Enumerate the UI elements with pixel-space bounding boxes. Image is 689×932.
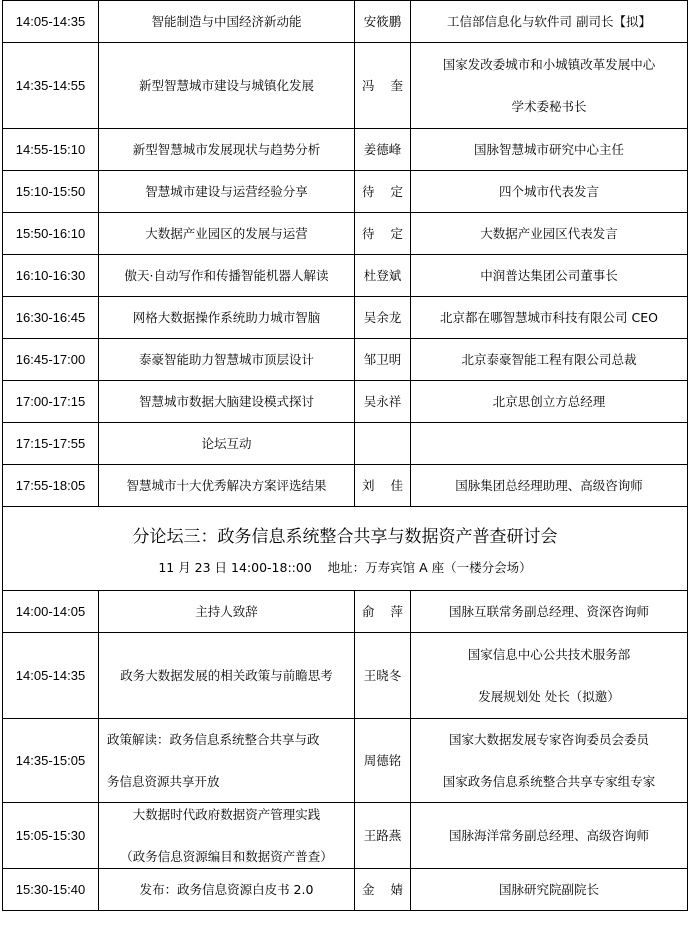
- speaker-cell: 金 婧: [355, 869, 411, 911]
- title-cell: [411, 381, 688, 423]
- time-cell: 14:35-15:05: [3, 719, 99, 803]
- speaker-cell: 姜德峰: [355, 129, 411, 171]
- speaker-cell: 刘 佳: [355, 465, 411, 507]
- time-cell: 17:15-17:55: [3, 423, 99, 465]
- cell-line: 新型智慧城市建设与城镇化发展: [138, 77, 314, 93]
- cell-line: 国家发改委城市和小城镇改革发展中心: [442, 56, 656, 72]
- table-row: [3, 255, 688, 297]
- topic-cell: [99, 803, 355, 869]
- cell-line: 主持人致辞: [195, 603, 258, 619]
- time-cell: 14:05-14:35: [3, 1, 99, 43]
- speaker-cell: 冯 奎: [355, 43, 411, 129]
- time-cell: 17:00-17:15: [3, 381, 99, 423]
- table-row: [3, 381, 688, 423]
- table-row: [3, 43, 688, 129]
- topic-cell: [99, 633, 355, 719]
- cell-line: 国家大数据发展专家咨询委员会委员: [448, 731, 649, 747]
- speaker-cell: 王晓冬: [355, 633, 411, 719]
- cell-line: 论坛互动: [201, 435, 252, 451]
- title-cell: [411, 43, 688, 129]
- title-cell: [411, 465, 688, 507]
- topic-cell: [99, 213, 355, 255]
- time-cell: 16:10-16:30: [3, 255, 99, 297]
- title-cell: [411, 339, 688, 381]
- cell-line: 大数据产业园区的发展与运营: [145, 225, 308, 241]
- forum-header-cell: [3, 507, 688, 591]
- speaker-cell: 邹卫明: [355, 339, 411, 381]
- cell-line: 务信息资源共享开放: [107, 773, 220, 789]
- speaker-cell: 俞 萍: [355, 591, 411, 633]
- forum-header-row: [3, 507, 688, 591]
- cell-line: 政务大数据发展的相关政策与前瞻思考: [120, 667, 333, 683]
- agenda-table: [2, 0, 688, 911]
- cell-line: 发布：政务信息资源白皮书 2.0: [139, 881, 314, 897]
- topic-cell: [99, 1, 355, 43]
- time-cell: 15:10-15:50: [3, 171, 99, 213]
- cell-line: 北京都在哪智慧城市科技有限公司 CEO: [440, 309, 658, 325]
- time-cell: 16:30-16:45: [3, 297, 99, 339]
- topic-cell: [99, 43, 355, 129]
- cell-line: 四个城市代表发言: [498, 183, 599, 199]
- forum-title: 分论坛三：政务信息系统整合共享与数据资产普查研讨会: [132, 526, 558, 547]
- time-cell: 16:45-17:00: [3, 339, 99, 381]
- topic-cell: [99, 129, 355, 171]
- time-cell: 15:50-16:10: [3, 213, 99, 255]
- title-cell: [411, 255, 688, 297]
- title-cell: [411, 129, 688, 171]
- speaker-cell: 待 定: [355, 213, 411, 255]
- cell-line: 国脉研究院副院长: [498, 881, 599, 897]
- topic-cell: [99, 339, 355, 381]
- time-cell: 14:35-14:55: [3, 43, 99, 129]
- cell-line: 国脉集团总经理助理、高级咨询师: [455, 477, 643, 493]
- title-cell: [411, 171, 688, 213]
- table-row: [3, 171, 688, 213]
- speaker-cell: 吴余龙: [355, 297, 411, 339]
- speaker-cell: 待 定: [355, 171, 411, 213]
- cell-line: 政策解读：政务信息系统整合共享与政: [107, 731, 320, 747]
- cell-line: 智慧城市数据大脑建设模式探讨: [138, 393, 314, 409]
- cell-line: 国家信息中心公共技术服务部: [467, 646, 631, 662]
- title-cell: [411, 423, 688, 465]
- title-cell: [411, 869, 688, 911]
- table-row: [3, 297, 688, 339]
- speaker-cell: 安筱鹏: [355, 1, 411, 43]
- title-cell: [411, 719, 688, 803]
- topic-cell: [99, 465, 355, 507]
- time-cell: 14:05-14:35: [3, 633, 99, 719]
- cell-line: 学术委秘书长: [511, 98, 587, 114]
- topic-cell: [99, 719, 355, 803]
- topic-cell: [99, 171, 355, 213]
- table-row: [3, 591, 688, 633]
- time-cell: 15:30-15:40: [3, 869, 99, 911]
- speaker-cell: 吴永祥: [355, 381, 411, 423]
- speaker-cell: 王路燕: [355, 803, 411, 869]
- speaker-cell: 杜登斌: [355, 255, 411, 297]
- table-row: [3, 719, 688, 803]
- topic-cell: [99, 255, 355, 297]
- title-cell: [411, 633, 688, 719]
- cell-line: 国脉互联常务副总经理、资深咨询师: [448, 603, 649, 619]
- time-cell: 14:55-15:10: [3, 129, 99, 171]
- topic-cell: [99, 381, 355, 423]
- cell-line: 智慧城市建设与运营经验分享: [145, 183, 308, 199]
- title-cell: [411, 803, 688, 869]
- cell-line: 国家政务信息系统整合共享专家组专家: [442, 773, 656, 789]
- cell-line: 北京思创立方总经理: [492, 393, 606, 409]
- table-row: [3, 633, 688, 719]
- title-cell: [411, 213, 688, 255]
- cell-line: 发展规划处 处长（拟邀）: [478, 688, 620, 704]
- cell-line: 大数据产业园区代表发言: [480, 225, 618, 241]
- cell-line: 泰豪智能助力智慧城市顶层设计: [138, 351, 314, 367]
- speaker-cell: 周德铭: [355, 719, 411, 803]
- table-row: [3, 803, 688, 869]
- topic-cell: [99, 423, 355, 465]
- table-row: [3, 869, 688, 911]
- table-row: [3, 1, 688, 43]
- table-row: [3, 423, 688, 465]
- cell-line: 北京泰豪智能工程有限公司总裁: [461, 351, 637, 367]
- cell-line: 智慧城市十大优秀解决方案评选结果: [126, 477, 327, 493]
- cell-line: 工信部信息化与软件司 副司长【拟】: [447, 13, 651, 29]
- cell-line: 国脉海洋常务副总经理、高级咨询师: [448, 827, 649, 843]
- time-cell: 14:00-14:05: [3, 591, 99, 633]
- topic-cell: [99, 591, 355, 633]
- cell-line: （政务信息资源编目和数据资产普查）: [120, 848, 333, 864]
- title-cell: [411, 297, 688, 339]
- cell-line: 国脉智慧城市研究中心主任: [473, 141, 624, 157]
- table-row: [3, 339, 688, 381]
- cell-line: 新型智慧城市发展现状与趋势分析: [132, 141, 321, 157]
- cell-line: 傲天·自动写作和传播智能机器人解读: [124, 267, 329, 283]
- title-cell: [411, 591, 688, 633]
- cell-line: 网格大数据操作系统助力城市智脑: [132, 309, 321, 325]
- forum-date-location: 11 月 23 日 14:00-18::00 地址：万寿宾馆 A 座（一楼分会场）: [158, 559, 532, 575]
- topic-cell: [99, 297, 355, 339]
- table-row: [3, 465, 688, 507]
- time-cell: 15:05-15:30: [3, 803, 99, 869]
- speaker-cell: [355, 423, 411, 465]
- title-cell: [411, 1, 688, 43]
- time-cell: 17:55-18:05: [3, 465, 99, 507]
- topic-cell: [99, 869, 355, 911]
- cell-line: 智能制造与中国经济新动能: [151, 13, 302, 29]
- table-row: [3, 129, 688, 171]
- cell-line: 大数据时代政府数据资产管理实践: [132, 806, 321, 822]
- cell-line: 中润普达集团公司董事长: [480, 267, 618, 283]
- table-row: [3, 213, 688, 255]
